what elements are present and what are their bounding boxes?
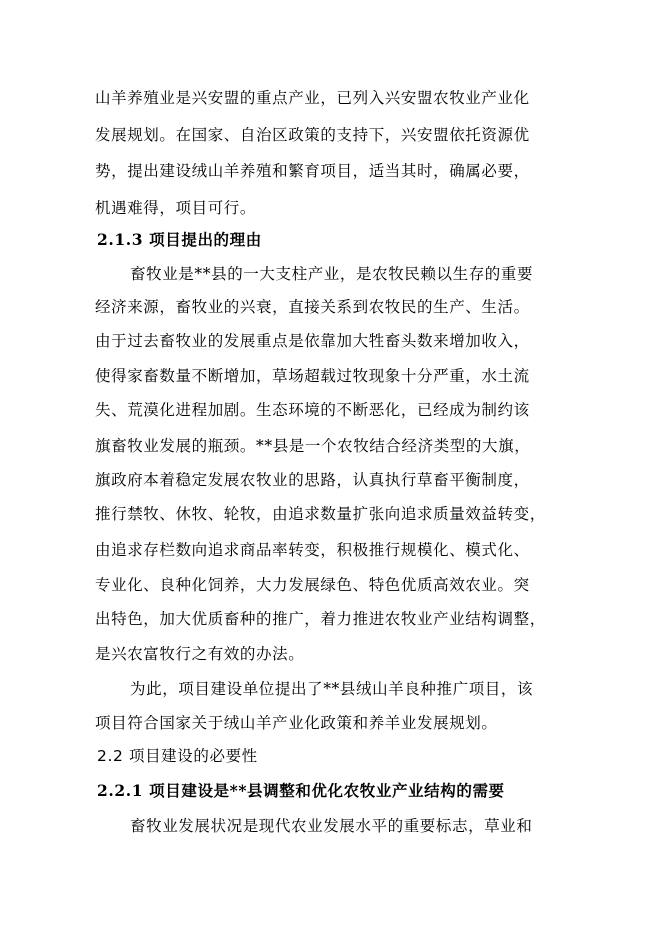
paragraph-line-10: 旗畜牧业发展的瓶颈。**县是一个农牧结合经济类型的大旗， <box>95 437 531 455</box>
paragraph-line-13: 由追求存栏数向追求商品率转变，积极推行规模化、模式化、 <box>95 541 530 559</box>
paragraph-line-6: 经济来源，畜牧业的兴衰，直接关系到农牧民的生产、生活。 <box>95 298 530 316</box>
paragraph-line-11: 旗政府本着稳定发展农牧业的思路，认真执行草畜平衡制度， <box>95 471 530 489</box>
paragraph-line-1: 山羊养殖业是兴安盟的重点产业，已列入兴安盟农牧业产业化 <box>95 89 530 107</box>
paragraph-line-5: 畜牧业是**县的一大支柱产业，是农牧民赖以生存的重要 <box>130 265 534 283</box>
section-heading-2-1-3: 2.1.3 项目提出的理由 <box>97 230 262 249</box>
paragraph-line-15: 出特色，加大优质畜种的推广，着力推进农牧业产业结构调整， <box>95 610 546 628</box>
paragraph-line-14: 专业化、良种化饲养，大力发展绿色、特色优质高效农业。突 <box>95 576 530 594</box>
paragraph-line-18: 项目符合国家关于绒山羊产业化政策和养羊业发展规划。 <box>95 714 498 732</box>
paragraph-line-3: 势，提出建设绒山羊养殖和繁育项目，适当其时，确属必要， <box>95 162 530 180</box>
paragraph-line-7: 由于过去畜牧业的发展重点是依靠加大牲畜头数来增加收入， <box>95 332 530 350</box>
paragraph-line-4: 机遇难得，项目可行。 <box>95 199 257 217</box>
section-heading-2-2: 2.2 项目建设的必要性 <box>97 747 258 765</box>
paragraph-line-19: 畜牧业发展状况是现代农业发展水平的重要标志，草业和 <box>130 817 533 835</box>
paragraph-line-9: 失、荒漠化进程加剧。生态环境的不断恶化，已经成为制约该 <box>95 401 530 419</box>
paragraph-line-8: 使得家畜数量不断增加，草场超载过牧现象十分严重，水土流 <box>95 367 530 385</box>
paragraph-line-17: 为此，项目建设单位提出了**县绒山羊良种推广项目，该 <box>130 680 534 698</box>
paragraph-line-2: 发展规划。在国家、自治区政策的支持下，兴安盟依托资源优 <box>95 126 530 144</box>
section-heading-2-2-1: 2.2.1 项目建设是**县调整和优化农牧业产业结构的需要 <box>97 781 505 800</box>
paragraph-line-16: 是兴农富牧行之有效的办法。 <box>95 645 305 663</box>
paragraph-line-12: 推行禁牧、休牧、轮牧，由追求数量扩张向追求质量效益转变， <box>95 505 546 523</box>
